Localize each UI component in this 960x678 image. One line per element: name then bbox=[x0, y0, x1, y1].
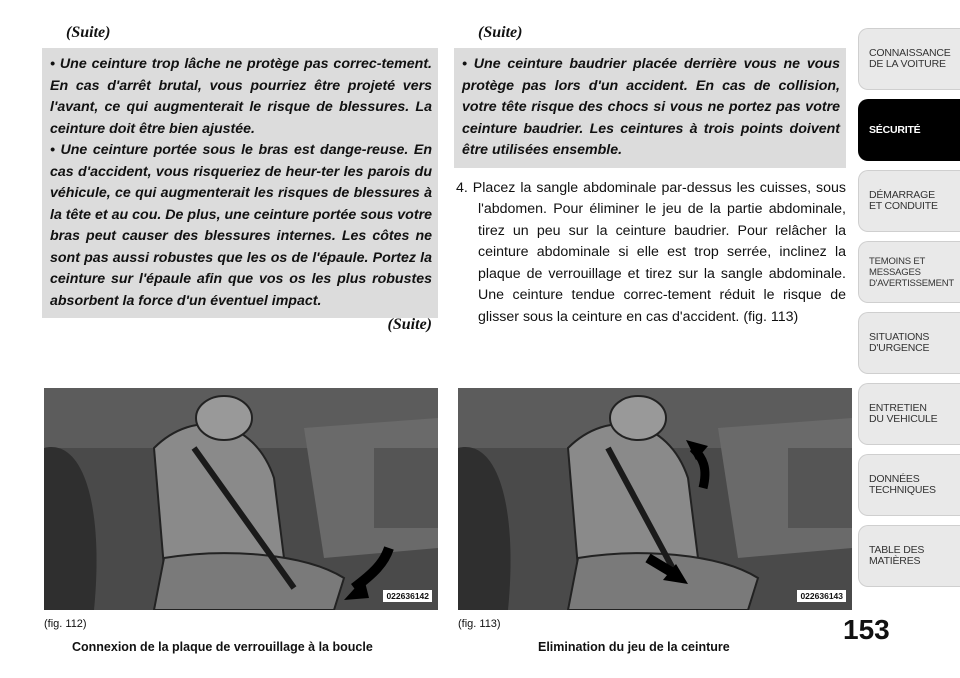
warning-bullet: • Une ceinture portée sous le bras est dange-reuse. En cas d'accident, vous risqueriez de heur-ter les parois du véhicule, ce qui augmenterait les risques de blessures à la tête et au cou. De plus, une ceinture portée sous votre bras peut causer des blessures internes. Les côtes ne sont pas aussi robustes que les os de l'épaule. Portez la ceinture sur l'épaule afin que vos os les plus robustes absorbent la force d'un éventuel impact. bbox=[50, 142, 432, 309]
tab-securite[interactable] bbox=[858, 99, 960, 161]
warning-box bbox=[42, 48, 438, 318]
figure-label: (fig. 112) bbox=[44, 618, 87, 630]
suite-heading: (Suite) bbox=[478, 24, 523, 41]
figure-code: 022636142 bbox=[383, 590, 432, 602]
tab-label: CONNAISSANCE DE LA VOITURE bbox=[869, 47, 951, 70]
figure-caption: Elimination du jeu de la ceinture bbox=[538, 640, 730, 654]
tab-label: SITUATIONS D'URGENCE bbox=[869, 331, 930, 354]
left-column bbox=[42, 24, 438, 334]
suite-heading: (Suite) bbox=[66, 24, 111, 41]
figure-caption: Connexion de la plaque de verrouillage à la boucle bbox=[72, 640, 373, 654]
tab-temoins[interactable] bbox=[858, 241, 960, 303]
tab-table[interactable] bbox=[858, 525, 960, 587]
tab-label: TEMOINS ET MESSAGES D'AVERTISSEMENT bbox=[869, 255, 955, 289]
tab-connaissance[interactable] bbox=[858, 28, 960, 90]
tab-donnees[interactable] bbox=[858, 454, 960, 516]
tab-label: DÉMARRAGE ET CONDUITE bbox=[869, 189, 938, 212]
instruction-step: 4. Placez la sangle abdominale par-dessus les cuisses, sous l'abdomen. Pour éliminer le jeu de la partie abdominale, tirez un peu sur la ceinture baudrier. Pour relâcher la ceinture abdominale si elle est trop serrée, inclinez la plaque de verrouillage et tirez sur la sangle abdominale. Une ceinture tendue correc-tement réduit le risque de glisser sous la ceinture en cas d'accident. (fig. 113) bbox=[456, 179, 846, 325]
suite-continuation: (Suite) bbox=[387, 316, 432, 333]
tab-label: TABLE DES MATIÈRES bbox=[869, 544, 925, 567]
seat-illustration bbox=[44, 388, 438, 610]
tab-label: ENTRETIEN DU VEHICULE bbox=[869, 402, 938, 425]
page-number: 153 bbox=[843, 614, 890, 645]
figure-113-image bbox=[458, 388, 852, 610]
figure-label: (fig. 113) bbox=[458, 618, 501, 630]
tab-demarrage[interactable] bbox=[858, 170, 960, 232]
tab-label: DONNÉES TECHNIQUES bbox=[869, 473, 936, 496]
seat-illustration bbox=[458, 388, 852, 610]
warning-bullet: • Une ceinture baudrier placée derrière vous ne vous protège pas lors d'un accident. En cas de collision, votre tête risque des chocs si vous ne portez pas votre ceinture baudrier. Les ceintures à trois points doivent être utilisées ensemble. bbox=[462, 56, 840, 158]
figure-112-image bbox=[44, 388, 438, 610]
tab-label: SÉCURITÉ bbox=[869, 123, 921, 136]
figure-code: 022636143 bbox=[797, 590, 846, 602]
section-tabs bbox=[858, 28, 960, 596]
tab-situations[interactable] bbox=[858, 312, 960, 374]
right-column bbox=[454, 24, 846, 328]
warning-bullet: • Une ceinture trop lâche ne protège pas correc-tement. En cas d'arrêt brutal, vous pourriez être projeté vers l'avant, ce qui augmenterait le risque de blessures. La ceinture doit être bien ajustée. bbox=[50, 56, 432, 137]
warning-box bbox=[454, 48, 846, 168]
tab-entretien[interactable] bbox=[858, 383, 960, 445]
